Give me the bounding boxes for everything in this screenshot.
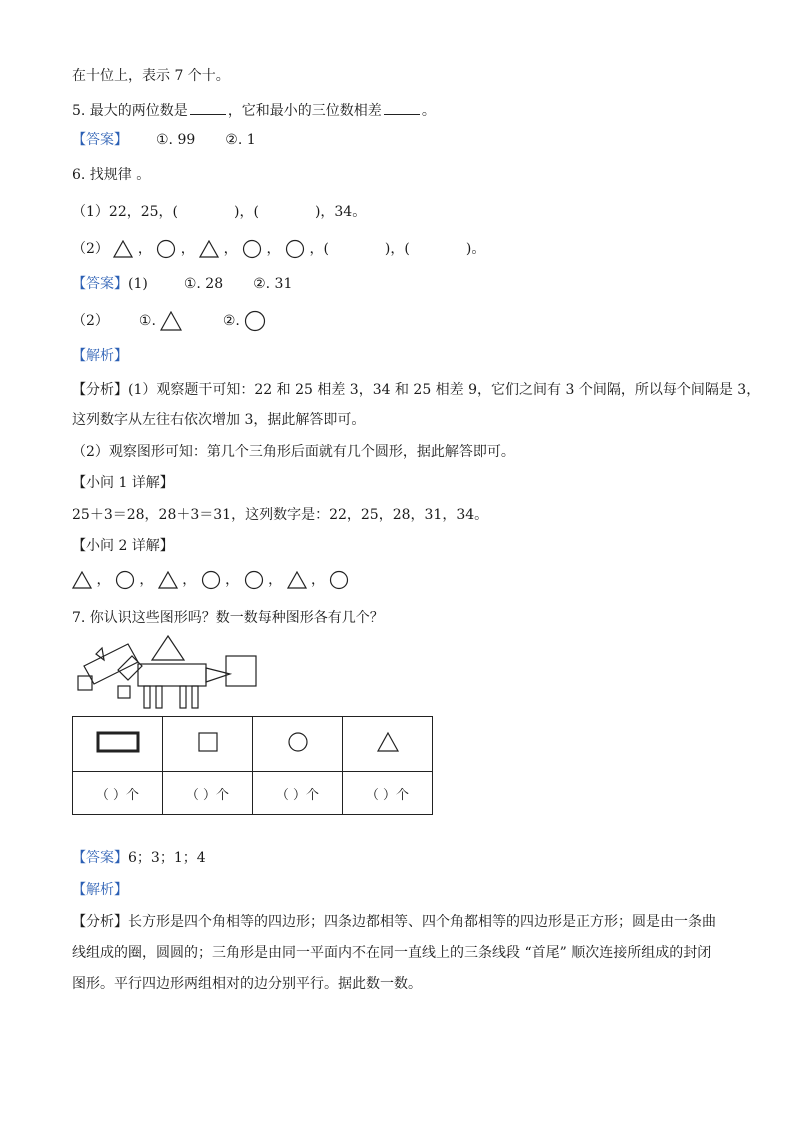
answer-part-label: （2） [72,313,109,329]
answer-1: ①. 28 [183,276,224,292]
q5-text-b: ，它和最小的三位数相差 [227,103,382,119]
q6-part-1 [72,202,366,222]
answer-2: ②. 1 [225,132,256,148]
separator: ， [139,572,154,588]
blank [190,100,226,115]
q6-p2-b: ，( [309,241,329,257]
q6-p1-b: )，( [234,204,259,220]
detail-1-title: 【小问 1 详解】 [72,475,174,491]
q6-part-2 [72,237,485,261]
q5-text-c: 。 [421,103,436,119]
analysis-head: 【分析】 [72,382,128,398]
answer-tag: 【答案】 [72,276,128,292]
q5-answer [72,130,256,150]
q6-p2-a: （2） [72,241,109,257]
analysis-7-line-1 [72,912,716,932]
table-header-triangle [343,717,433,772]
triangle-icon [72,571,92,589]
shape-composite-figure [74,634,264,712]
circle-icon [329,570,349,590]
square-icon [197,731,219,753]
q7-answer [72,848,206,868]
triangle-icon [287,571,307,589]
answer-1: ①. 99 [156,132,196,148]
table-cell-rectangle-count: （ ）个 [73,772,163,815]
shape-count-table [72,716,433,815]
separator: ， [96,572,111,588]
separator: ， [225,572,240,588]
answer-1: ①. [138,313,156,329]
analysis-7-line-2: 线组成的圈，圆圆的；三角形是由同一平面内不在同一直线上的三条线段 “首尾” 顺次连接所组成的封闭 [72,945,712,961]
table-cell-square-count: （ ）个 [163,772,253,815]
triangle-icon [199,240,219,258]
triangle-icon [376,731,400,753]
q6-answer [72,274,292,294]
answer-part-label: (1) [128,276,148,292]
q6-title: 6. 找规律 。 [72,167,151,183]
answer-value: 6；3；1；4 [128,850,206,866]
answer-tag: 【答案】 [72,132,128,148]
q6-p2-c: )，( [384,241,410,257]
circle-icon [287,731,309,753]
separator: ， [223,241,238,257]
q6-p1-a: （1）22，25，( [72,204,178,220]
separator: ， [182,572,197,588]
analysis-6-line-3: （2）观察图形可知：第几个三角形后面就有几个圆形，据此解答即可。 [72,444,515,460]
analysis-text: (1）观察题干可知：22 和 25 相差 3，34 和 25 相差 9，它们之间有 3 个间隔，所以每个间隔是 3， [128,382,761,398]
analysis-6-line-2: 这列数字从左往右依次增加 3，据此解答即可。 [72,412,366,428]
analysis-tag: 【解析】 [72,348,128,364]
circle-icon [115,570,135,590]
question-5 [72,100,436,121]
analysis-7-line-3: 图形。平行四边形两组相对的边分别平行。据此数一数。 [72,976,422,992]
table-cell-circle-count: （ ）个 [253,772,343,815]
separator: ， [310,572,325,588]
separator: ， [266,241,281,257]
q7-title: 7. 你认识这些图形吗？数一数每种图形各有几个？ [72,610,384,626]
circle-icon [201,570,221,590]
triangle-icon [160,311,182,331]
triangle-icon [158,571,178,589]
circle-icon [285,239,305,259]
table-cell-triangle-count: （ ）个 [343,772,433,815]
circle-icon [244,570,264,590]
detail-2-shapes [72,568,349,592]
circle-icon [242,239,262,259]
q5-text-a: 5. 最大的两位数是 [72,103,188,119]
table-header-square [163,717,253,772]
separator: ， [137,241,152,257]
analysis-tag: 【解析】 [72,882,128,898]
detail-1-text: 25＋3＝28，28＋3＝31，这列数字是：22，25，28，31，34。 [72,507,489,523]
analysis-text: 长方形是四个角相等的四边形；四条边都相等、四个角都相等的四边形是正方形；圆是由一条曲 [128,914,716,930]
table-header-rectangle [73,717,163,772]
analysis-head: 【分析】 [72,914,128,930]
triangle-icon [113,240,133,258]
text-place-value: 在十位上，表示 7 个十。 [72,68,230,84]
separator: ， [268,572,283,588]
q6-p1-c: )，34。 [314,204,367,220]
circle-icon [156,239,176,259]
analysis-6-line-1 [72,380,760,400]
rectangle-icon [95,730,141,754]
answer-2: ②. 31 [253,276,293,292]
q6-p2-d: )。 [465,241,486,257]
q6-answer-part-2 [72,309,266,333]
separator: ， [180,241,195,257]
answer-tag: 【答案】 [72,850,128,866]
table-header-circle [253,717,343,772]
circle-icon [244,310,266,332]
blank [384,100,420,115]
detail-2-title: 【小问 2 详解】 [72,538,174,554]
answer-2: ②. [222,313,240,329]
